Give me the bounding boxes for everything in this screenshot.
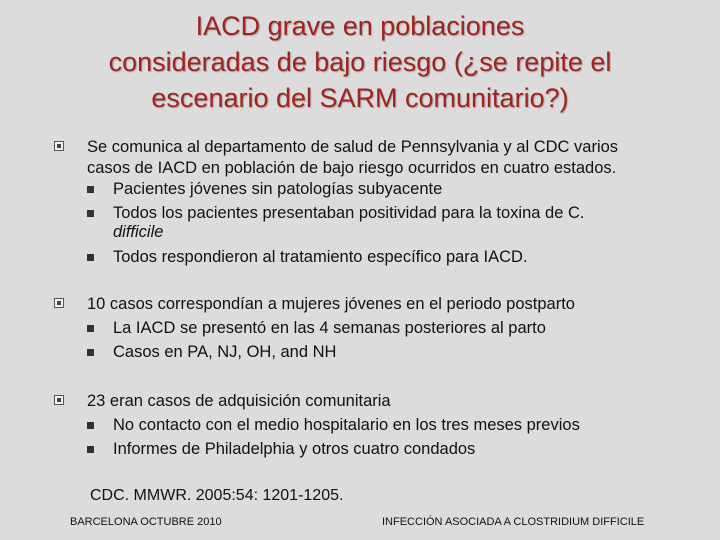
footer-right: INFECCIÓN ASOCIADA A CLOSTRIDIUM DIFFICILE xyxy=(382,516,645,528)
footer-left: BARCELONA OCTUBRE 2010 xyxy=(70,516,222,528)
sub-bullet-text: Informes de Philadelphia y otros cuatro condados xyxy=(113,440,476,458)
sub-bullet-text: Casos en PA, NJ, OH, and NH xyxy=(113,343,337,361)
square-bullet-icon xyxy=(87,349,94,356)
square-bullet-icon xyxy=(87,325,94,332)
sub-bullet-text: Todos respondieron al tratamiento específico para IACD. xyxy=(113,248,528,266)
sub-bullet-text: Pacientes jóvenes sin patologías subyacente xyxy=(113,180,443,198)
bullet-box-icon xyxy=(54,141,64,151)
square-bullet-icon xyxy=(87,254,94,261)
bullet-box-icon xyxy=(54,395,64,405)
title-line-2: consideradas de bajo riesgo (¿se repite el xyxy=(108,47,612,77)
square-bullet-icon xyxy=(87,210,94,217)
sub-bullet-text: No contacto con el medio hospitalario en los tres meses previos xyxy=(113,416,580,434)
bullet-3-text: 23 eran casos de adquisición comunitaria xyxy=(87,392,391,410)
reference: CDC. MMWR. 2005:54: 1201-1205. xyxy=(90,487,344,504)
sub-bullet-text: difficile xyxy=(113,223,164,241)
bullet-1-line-1: Se comunica al departamento de salud de Pennsylvania y al CDC varios xyxy=(87,138,619,156)
bullet-box-icon xyxy=(54,298,64,308)
bullet-1-text xyxy=(87,137,687,179)
title-line-1: IACD grave en poblaciones xyxy=(195,11,525,41)
sub-bullet-text: La IACD se presentó en las 4 semanas posteriores al parto xyxy=(113,319,546,337)
bullet-1-line-2: casos de IACD en población de bajo riesgo ocurridos en cuatro estados. xyxy=(87,159,617,177)
square-bullet-icon xyxy=(87,422,94,429)
sub-bullet-text: Todos los pacientes presentaban positividad para la toxina de C. xyxy=(113,204,585,222)
slide-title xyxy=(40,8,680,116)
square-bullet-icon xyxy=(87,446,94,453)
square-bullet-icon xyxy=(87,186,94,193)
bullet-2-text: 10 casos correspondían a mujeres jóvenes en el periodo postparto xyxy=(87,295,575,313)
title-line-3: escenario del SARM comunitario?) xyxy=(151,83,569,113)
